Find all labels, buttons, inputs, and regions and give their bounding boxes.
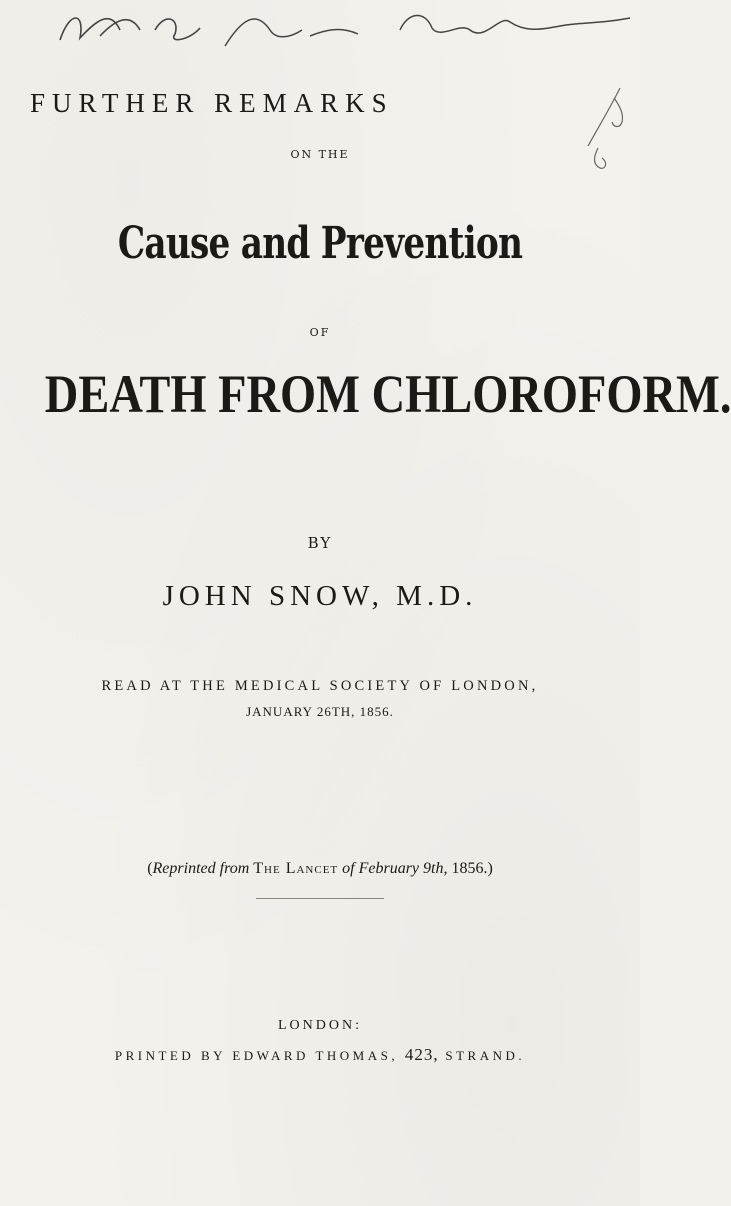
journal-name: The Lancet: [253, 860, 339, 877]
printer-name: PRINTED BY EDWARD THOMAS,: [114, 1048, 399, 1063]
reprint-of: of: [342, 860, 355, 877]
place-of-publication: LONDON:: [278, 1018, 362, 1033]
reprint-note: [0, 860, 640, 878]
read-date: JANUARY 26TH, 1856.: [246, 704, 394, 719]
printer-street: STRAND.: [445, 1048, 526, 1063]
reprint-from: Reprinted from: [152, 860, 250, 877]
heading: FURTHER REMARKS: [30, 88, 394, 118]
reprint-open-paren: (: [147, 860, 153, 877]
printer-number: 423,: [404, 1045, 439, 1064]
divider-rule: [256, 898, 384, 899]
handwritten-mark: [580, 88, 630, 178]
main-title: DEATH FROM CHLOROFORM.: [44, 364, 731, 424]
read-at-line: READ AT THE MEDICAL SOCIETY OF LONDON,: [101, 678, 539, 694]
subject-title: Cause and Prevention: [117, 218, 523, 269]
reprint-date: February 9th,: [358, 860, 448, 877]
handwritten-inscription: [40, 0, 640, 60]
printer-line: [0, 1045, 640, 1065]
by-label: BY: [307, 534, 333, 552]
author-name: JOHN SNOW, M.D.: [162, 580, 478, 612]
reprint-year: 1856.): [451, 860, 493, 877]
of-label: OF: [309, 326, 331, 339]
on-the-label: ON THE: [290, 148, 350, 161]
